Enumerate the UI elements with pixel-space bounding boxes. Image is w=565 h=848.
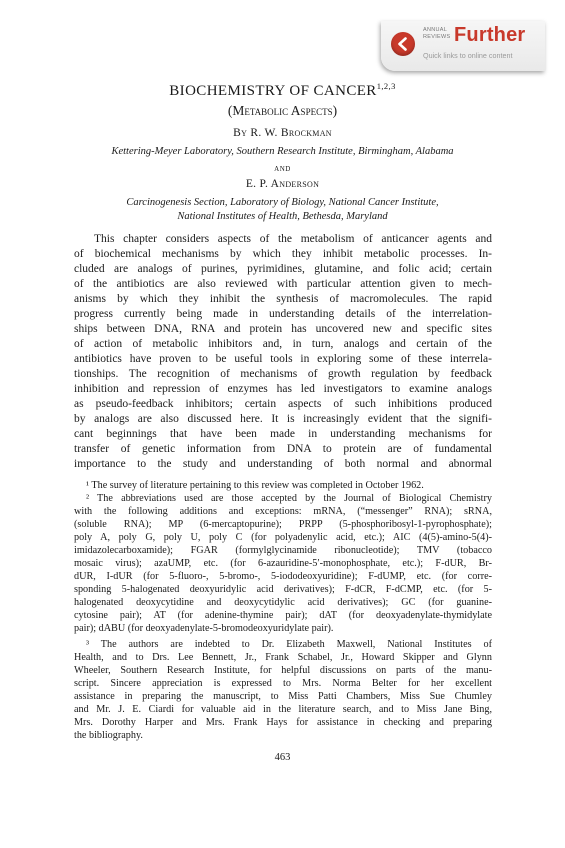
body-paragraph (74, 232, 492, 472)
affiliation-2-line-1: Carcinogenesis Section, Laboratory of Biology, National Cancer Institute, (126, 197, 439, 208)
further-label[interactable]: Further (454, 24, 526, 46)
footnote-3-line: Wheeler, Southern Research Institute, for helpful discussions on parts of the manu- (74, 665, 492, 676)
body-line: transfer of genetic information from DNA to protein are of fundamental (74, 443, 492, 455)
footnote-3-line: Mrs. Dorothy Harper and Mrs. Frank Hays for assistance in checking and preparing (74, 717, 492, 728)
footnote-2-line: imidazolecarboxamide); FGAR (formylglycinamide ribonucleotide); TMV (tobacco (74, 545, 492, 556)
further-badge[interactable] (381, 21, 545, 71)
footnote-2-line: cytosine pair); AT (for adenine-thymine pair); dAT (for deoxyadenylate-thymidylate (74, 610, 492, 621)
footnotes (74, 479, 492, 742)
arrow-circle-icon[interactable] (391, 32, 415, 56)
article-title (0, 81, 565, 100)
body-line: of biochemical mechanisms by which they inhibit metabolic processes. In- (74, 248, 492, 260)
further-tagline[interactable]: Quick links to online content (423, 51, 513, 60)
body-line: importance to the study and understanding of both normal and abnormal (74, 458, 492, 470)
body-line: progress currently being made in understanding details of the interrelation- (74, 308, 492, 320)
body-line: This chapter considers aspects of the metabolism of anticancer agents and (94, 233, 492, 245)
footnote-3-line: and Mr. J. E. Ciardi for valuable aid in the literature search, and to Miss Jane Bing, (74, 704, 492, 715)
footnote-3-line: Health, and to Drs. Lee Bennett, Jr., Frank Schabel, Jr., Howard Skipper and Glynn (74, 652, 492, 663)
author-conjunction: and (274, 164, 291, 174)
body-line: cluded are analogs of purines, pyrimidines, glutamine, and folic acid; certain (74, 263, 492, 275)
footnote-2-line: halogenated deoxycytidine and deoxycytidylic acid derivatives); GC (for guanine- (74, 597, 492, 608)
footnote-2-line: (soluble RNA); MP (6-mercaptopurine); PRPP (5-phosphoribosyl-1-pyrophosphate); (74, 519, 492, 530)
brand-line2: REVIEWS (423, 33, 451, 40)
body-line: anisms by which they inhibit the synthesis of macromolecules. The rapid (74, 293, 492, 305)
footnote-2-line: poly A, poly G, poly U, poly C (for polyadenylic acid, etc.); AIC (4(5)-amino-5(4)- (74, 532, 492, 543)
footnote-3-line: the bibliography. (74, 730, 143, 741)
footnote-2-line: ² The abbreviations used are those accepted by the Journal of Biological Chemistry (86, 493, 492, 504)
page-number: 463 (274, 752, 291, 763)
footnote-3-line: ³ The authors are indebted to Dr. Elizabeth Maxwell, National Institutes of (86, 639, 492, 650)
footnote-2-line: pair); dABU (for deoxyadenylate-5-bromodeoxyuridylate pair). (74, 623, 334, 634)
body-line: ships between DNA, RNA and protein has uncovered new and specific sites (74, 323, 492, 335)
footnote-2-line: sponding 5-halogenated deoxyuridylic acid derivatives); F-dCR, F-dCMP, etc. (for 5- (74, 584, 492, 595)
footnote-2-line: mosaic virus); azaUMP, etc. (for 6-azauridine-5′-monophosphate, etc.); F-dUR, Br- (74, 558, 492, 569)
footnote-2-line: with the following additions and exceptions: mRNA, (“messenger” RNA); sRNA, (74, 506, 492, 517)
title-text: BIOCHEMISTRY OF CANCER (169, 83, 377, 99)
article-subtitle: (Metabolic Aspects) (227, 103, 338, 118)
annual-reviews-logo (423, 27, 453, 40)
body-line: tionships. The recognition of mechanisms of growth regulation by feedback (74, 368, 492, 380)
body-line: of the antibiotics are also reviewed with particular attention given to mech- (74, 278, 492, 290)
affiliation-2-line-2: National Institutes of Health, Bethesda, Maryland (177, 211, 388, 222)
body-line: as pseudo-feedback inhibitors; certain aspects of such inhibitions produced (74, 398, 492, 410)
footnote-3-line: script. Sincere appreciation is expressed to Mrs. Norma Belter for her excellent (74, 678, 492, 689)
footnote-3-line: assistance in preparing the manuscript, to Miss Patti Chambers, Miss Sue Chumley (74, 691, 492, 702)
body-line: cant beginnings that have been made in understanding mechanisms for (74, 428, 492, 440)
affiliation-1: Kettering-Meyer Laboratory, Southern Research Institute, Birmingham, Alabama (111, 146, 454, 157)
body-line: of action of metabolic inhibitors and, in turn, analogs and certain of the (74, 338, 492, 350)
brand-line1: ANNUAL (423, 27, 448, 33)
footnote-1: ¹ The survey of literature pertaining to this review was completed in October 1962. (86, 480, 424, 491)
body-line: inhibition and repression of enzymes has led investigators to examine analogs (74, 383, 492, 395)
author-1: By R. W. Brockman (233, 127, 332, 139)
author-2: E. P. Anderson (245, 178, 320, 190)
body-line: by analogs are also discussed here. It is increasingly evident that the signifi- (74, 413, 492, 425)
body-line: antibiotics have proven to be useful tools in exploring some of these interrela- (74, 353, 492, 365)
title-footnote-refs: 1,2,3 (376, 81, 396, 91)
footnote-2-line: dUR, I-dUR (for 5-fluoro-, 5-bromo-, 5-iododeoxyuridine); F-dUMP, etc. (for corre- (74, 571, 492, 582)
